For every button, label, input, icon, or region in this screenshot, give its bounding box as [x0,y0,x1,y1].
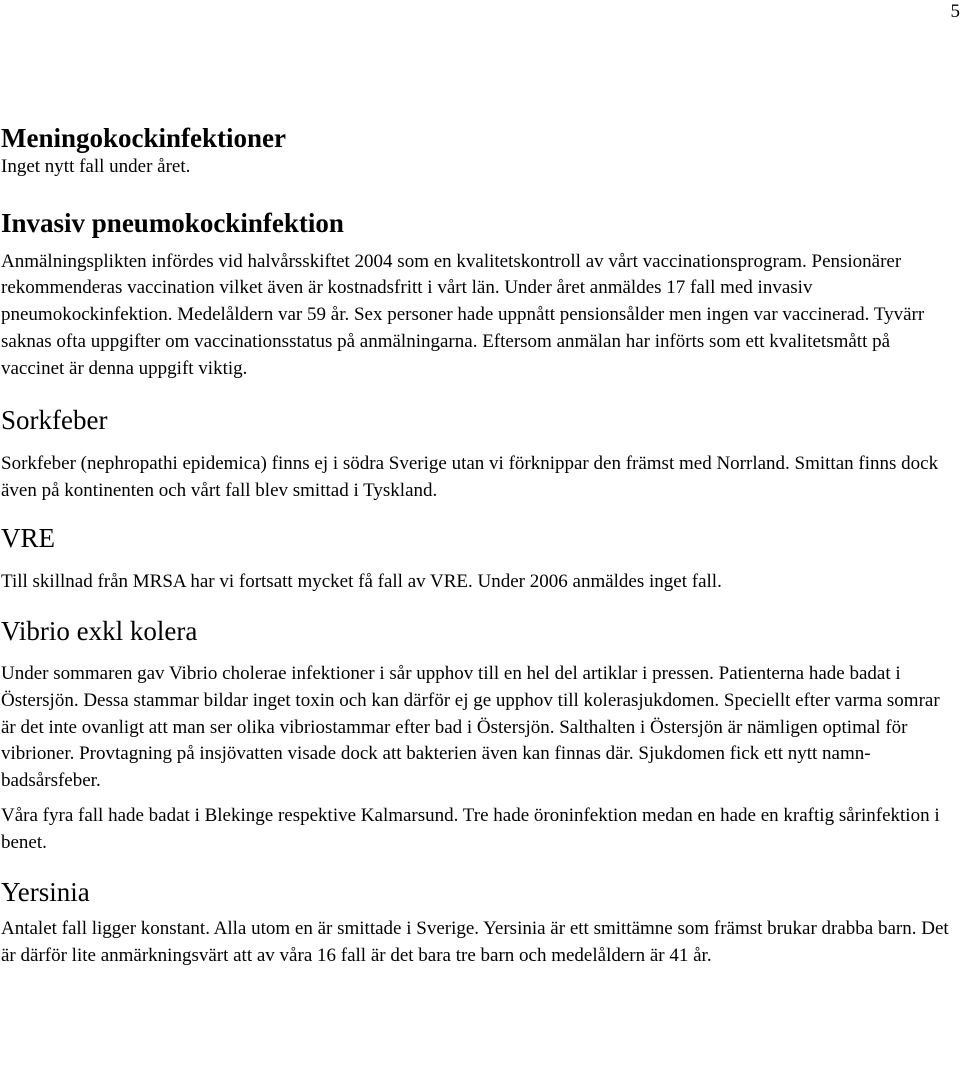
section-vibrio-exkl-kolera [1,611,956,856]
paragraph: Under sommaren gav Vibrio cholerae infektioner i sår upphov till en hel del artiklar i pressen. Patienterna hade badat i Östersjön. Dessa stammar bildar inget toxin och kan därför ej ge upphov till kolerasjukdomen. Speciellt efter varma somrar är det inte ovanligt att man ser olika vibriostammar efter bad i Östersjön. Salthalten i Östersjön är nämligen optimal för vibrioner. Provtagning på insjövatten visade dock att bakterien även kan finnas där. Sjukdomen fick ett nytt namn- badsårsfeber. [1,663,940,792]
paragraph: Våra fyra fall hade badat i Blekinge respektive Kalmarsund. Tre hade öroninfektion medan en hade en kraftig sårinfektion i benet. [1,804,940,853]
paragraph: Inget nytt fall under året. [1,156,191,177]
section-title: Meningokockinfektioner [1,123,287,153]
section-title: Yersinia [1,877,90,908]
section-title: Vibrio exkl kolera [1,616,198,647]
paragraph: Anmälningsplikten infördes vid halvårsskiftet 2004 som en kvalitetskontroll av vårt vaccinationsprogram. Pensionärer rekommenderas vaccination vilket även är kostnadsfritt i vårt län. Under året anmäldes 17 fall med invasiv pneumokockinfektion. Medelåldern var 59 år. Sex personer hade uppnått pensionsålder men ingen var vaccinerad. Tyvärr saknas ofta uppgifter om vaccinationsstatus på anmälningarna. Eftersom anmälan har införts som ett kvalitetsmått på vaccinet är denna uppgift viktig. [1,250,925,379]
section-invasiv-pneumokockinfektion [1,203,956,383]
section-meningokockinfektioner [1,118,956,181]
section-title: Invasiv pneumokockinfektion [1,207,344,238]
section-title: Sorkfeber [1,405,108,436]
page-number: 5 [950,1,960,22]
paragraph: Till skillnad från MRSA har vi fortsatt mycket få fall av VRE. Under 2006 anmäldes inget fall. [1,570,722,592]
section-vre [1,518,956,596]
document-body [1,118,956,970]
paragraph: Sorkfeber (nephropathi epidemica) finns ej i södra Sverige utan vi förknippar den främst med Norrland. Smittan finns dock även på kontinenten och vårt fall blev smittad i Tyskland. [1,453,939,501]
section-yersinia [1,872,956,969]
section-sorkfeber [1,400,956,504]
section-title: VRE [1,522,55,553]
paragraph: Antalet fall ligger konstant. Alla utom en är smittade i Sverige. Yersinia är ett smittämne som främst brukar drabba barn. Det är därför lite anmärkningsvärt att av våra 16 fall är det bara tre barn och medelåldern är 41 år. [1,918,949,966]
